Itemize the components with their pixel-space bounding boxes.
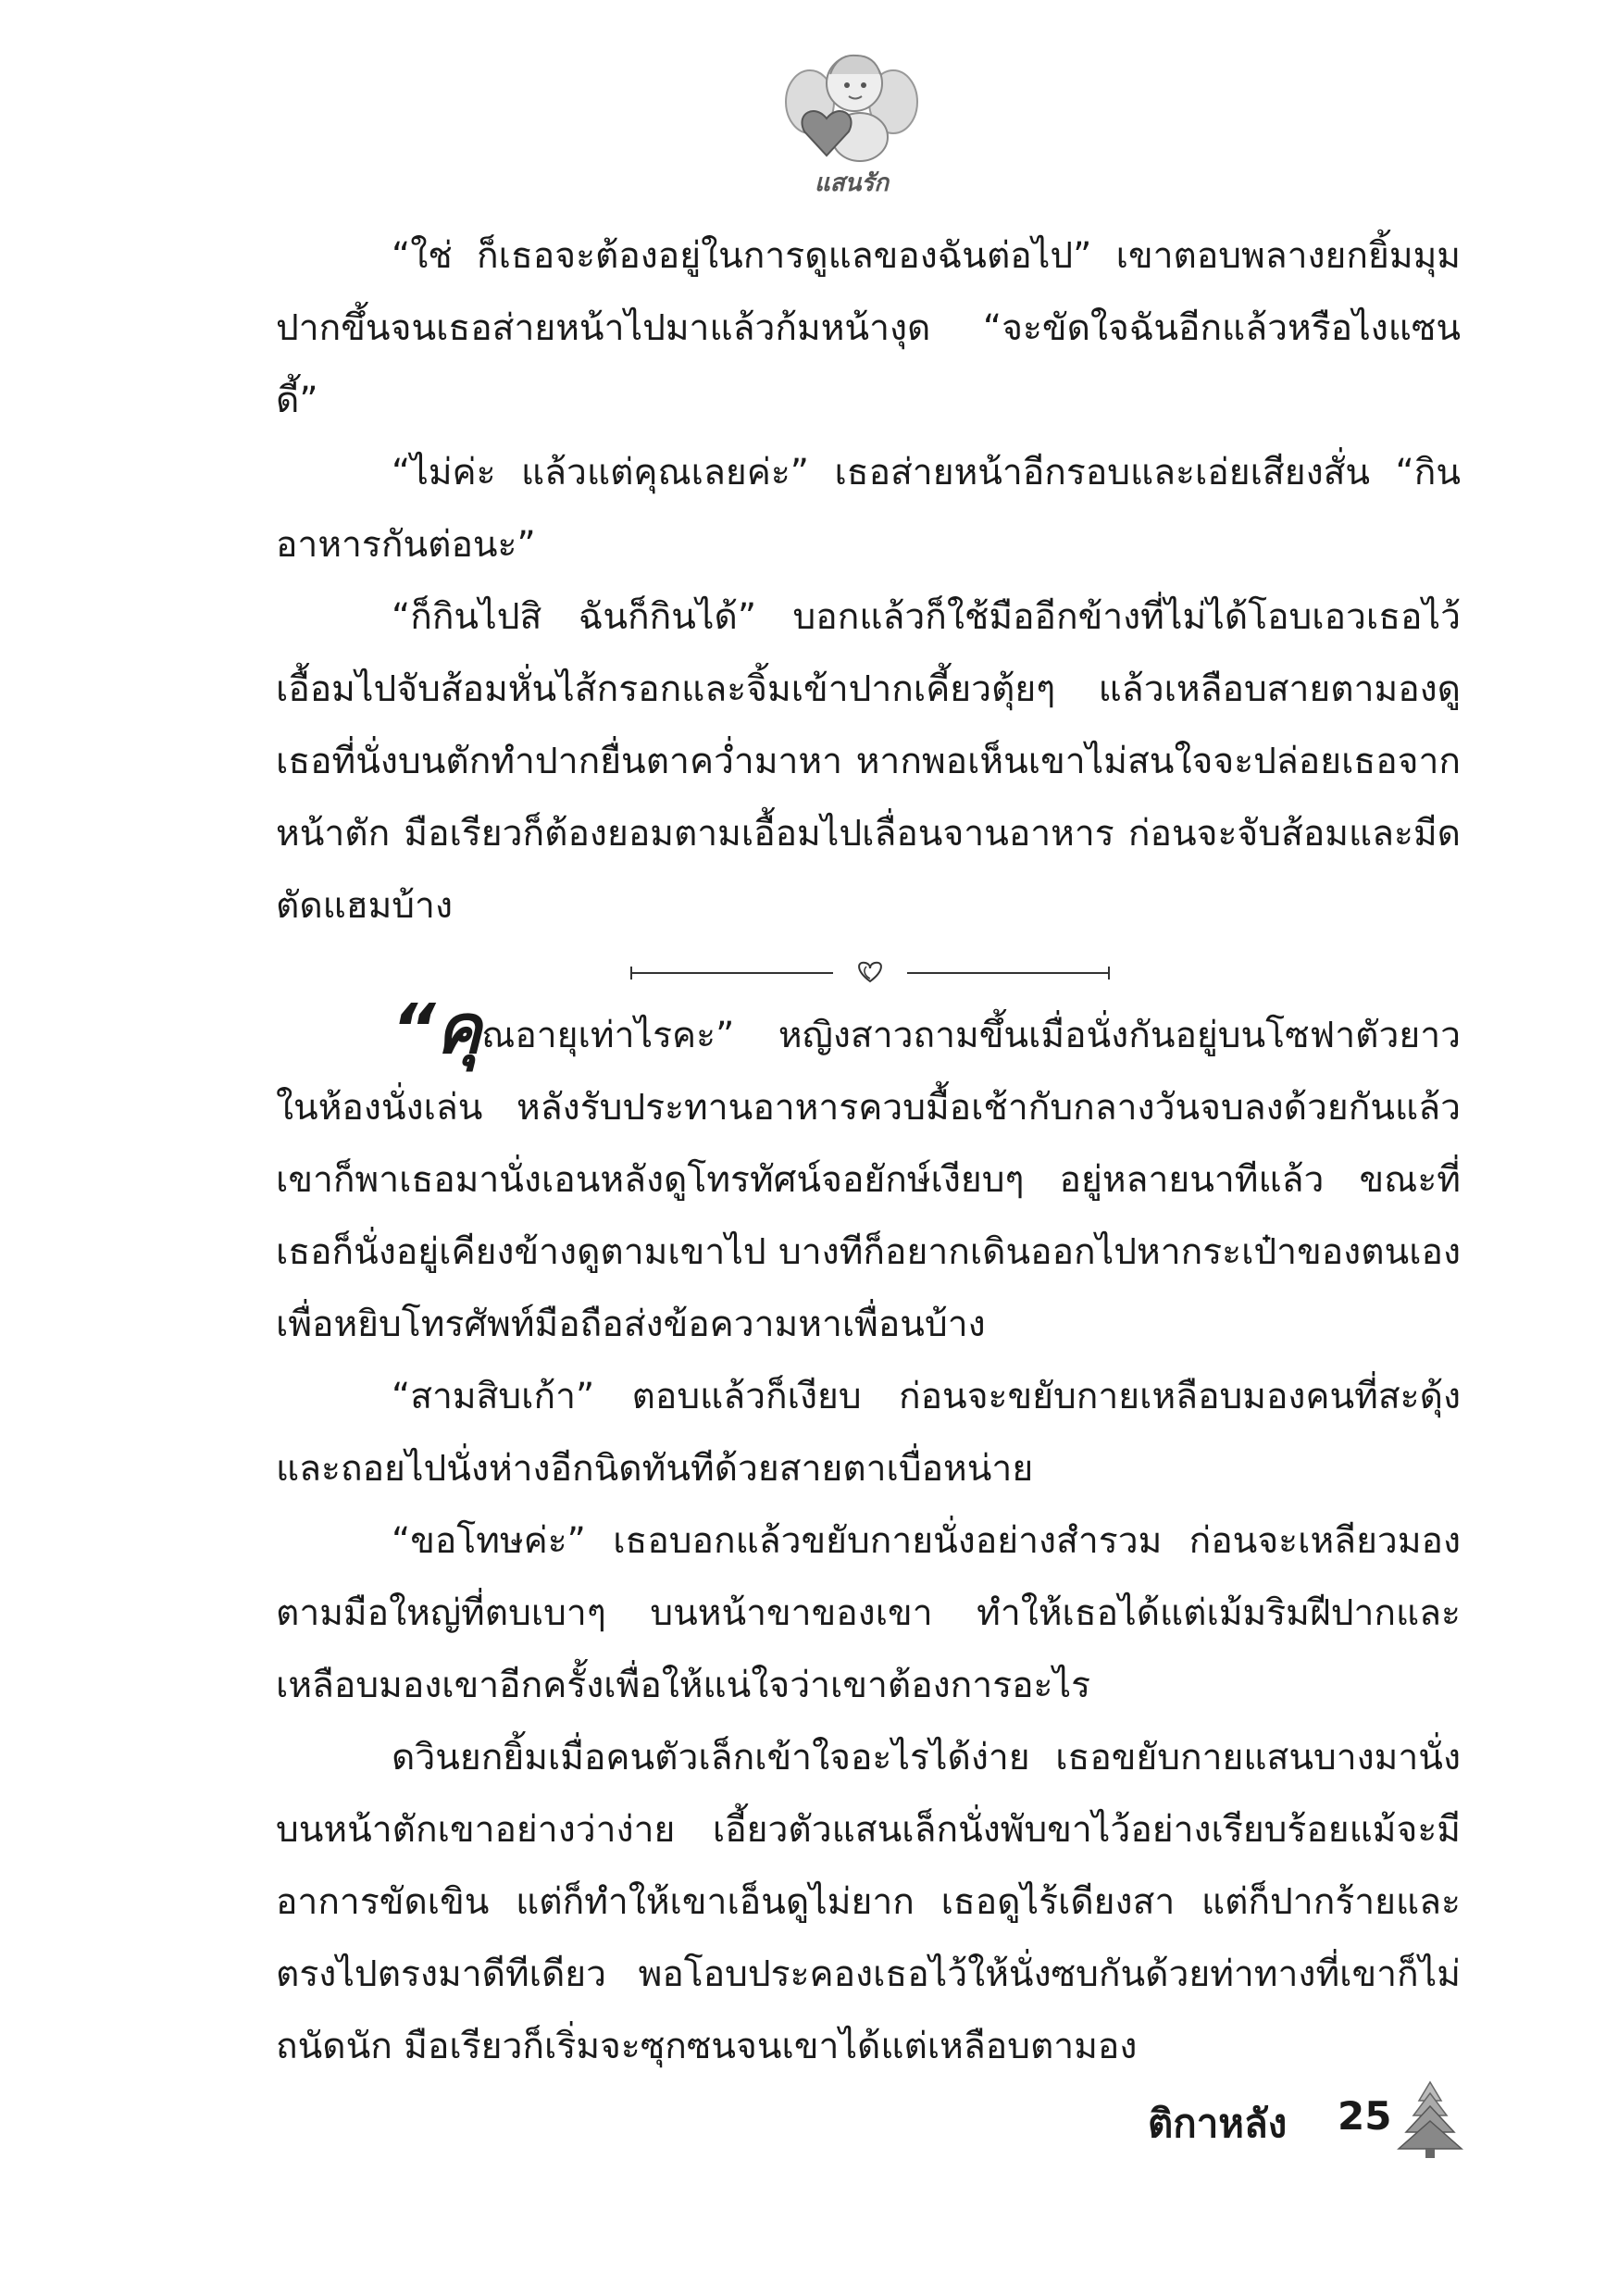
paragraph: “ก็กินไปสิ ฉันก็กินได้” บอกแล้วก็ใช้มืออีกข้างที่ไม่ได้โอบเอวเธอไว้เอื้อมไปจับส้อมหั่นไส้กรอกและจิ้มเข้าปากเคี้ยวตุ้ยๆ แล้วเหลือบสายตามองดูเธอที่นั่งบนตักทำปากยื่นตาคว่ำมาหา หากพอเห็นเขาไม่สนใจจะปล่อยเธอจากหน้าตัก มือเรียวก็ต้องยอมตามเอื้อมไปเลื่อนจานอาหาร ก่อนจะจับส้อมและมีดตัดแฮมบ้าง [276, 596, 1461, 927]
text-block-1 [276, 220, 1461, 942]
header-logo [782, 46, 921, 204]
paragraph: “ไม่ค่ะ แล้วแต่คุณเลยค่ะ” เธอส่ายหน้าอีกรอบและเอ่ยเสียงสั่น “กินอาหารกันต่อนะ” [276, 452, 1461, 566]
christmas-tree-icon [1393, 2078, 1467, 2162]
book-title: ติกาหลัง [1148, 2101, 1288, 2146]
text-block-2 [276, 990, 1461, 2083]
logo-text: แสนรัก [814, 169, 890, 197]
paragraph: ดวินยกยิ้มเมื่อคนตัวเล็กเข้าใจอะไรได้ง่าย เธอขยับกายแสนบางมานั่งบนหน้าตักเขาอย่างว่าง่าย เอี้ยวตัวแสนเล็กนั่งพับขาไว้อย่างเรียบร้อยแม้จะมีอาการขัดเขิน แต่ก็ทำให้เขาเอ็นดูไม่ยาก เธอดูไร้เดียงสา แต่ก็ปากร้ายและตรงไปตรงมาดีทีเดียว พอโอบประคองเธอไว้ให้นั่งซบกันด้วยท่าทางที่เขาก็ไม่ถนัดนัก มือเรียวก็เริ่มจะซุกซนจนเขาได้แต่เหลือบตามอง [276, 1737, 1461, 2067]
page-footer [1148, 2078, 1555, 2162]
drop-cap: “คุ [392, 990, 482, 1069]
paragraph: “ขอโทษค่ะ” เธอบอกแล้วขยับกายนั่งอย่างสำรวม ก่อนจะเหลียวมองตามมือใหญ่ที่ตบเบาๆ บนหน้าขาของเขา ทำให้เธอได้แต่เม้มริมฝีปากและเหลือบมองเขาอีกครั้งเพื่อให้แน่ใจว่าเขาต้องการอะไร [276, 1520, 1461, 1706]
cupid-heart-icon [782, 46, 921, 176]
paragraph: “ใช่ ก็เธอจะต้องอยู่ในการดูแลของฉันต่อไป” เขาตอบพลางยกยิ้มมุมปากขึ้นจนเธอส่ายหน้าไปมาแล้วก้มหน้างุด “จะขัดใจฉันอีกแล้วหรือไงแซนดี้” [276, 235, 1461, 421]
page-number: 25 [1338, 2093, 1392, 2139]
heart-divider-icon [629, 954, 1111, 991]
paragraph: “สามสิบเก้า” ตอบแล้วก็เงียบ ก่อนจะขยับกายเหลือบมองคนที่สะดุ้งและถอยไปนั่งห่างอีกนิดทันทีด้วยสายตาเบื่อหน่าย [276, 1376, 1461, 1490]
paragraph-dropcap [276, 990, 1461, 1361]
paragraph-text: ณอายุเท่าไรคะ” หญิงสาวถามขึ้นเมื่อนั่งกันอยู่บนโซฟาตัวยาวในห้องนั่งเล่น หลังรับประทานอาหารควบมื้อเช้ากับกลางวันจบลงด้วยกันแล้ว เขาก็พาเธอมานั่งเอนหลังดูโทรทัศน์จอยักษ์เงียบๆ อยู่หลายนาทีแล้ว ขณะที่เธอก็นั่งอยู่เคียงข้างดูตามเขาไป บางทีก็อยากเดินออกไปหากระเป๋าของตนเอง เพื่อหยิบโทรศัพท์มือถือส่งข้อความหาเพื่อนบ้าง [276, 1015, 1461, 1345]
